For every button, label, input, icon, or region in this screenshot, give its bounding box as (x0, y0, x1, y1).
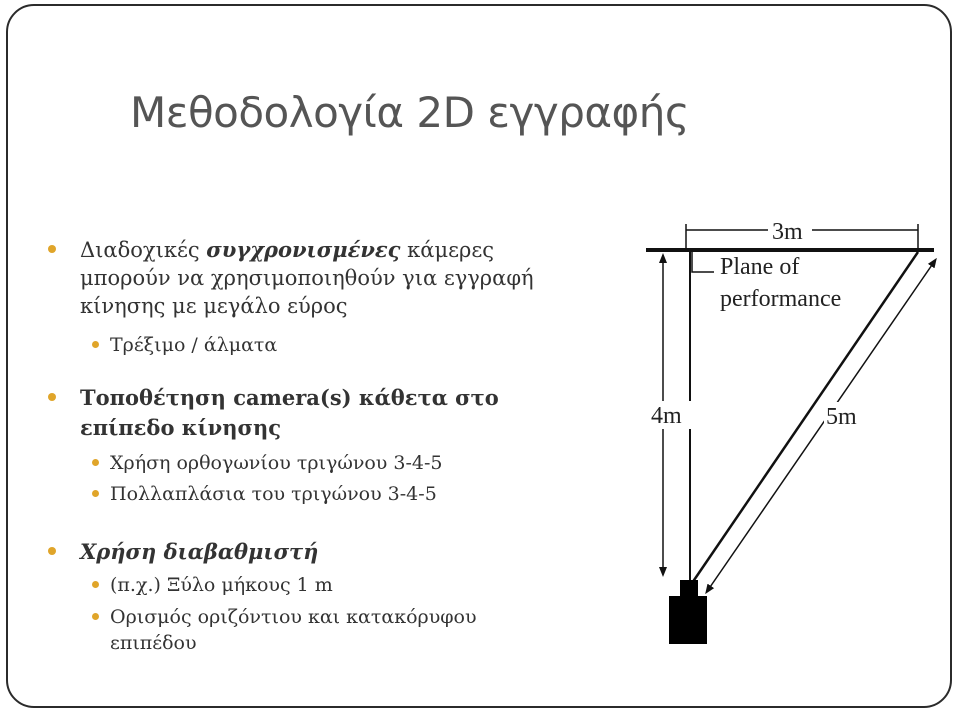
bullet-3-line-1: Χρήση διαβαθμιστή (80, 539, 319, 564)
bullet-1-line-2: μπορούν να χρησιμοποιηθούν για εγγραφή (80, 266, 534, 290)
bullet-3-sub-2-text-cont: επιπέδου (110, 632, 197, 654)
right-angle-marker (692, 250, 714, 272)
slide (6, 4, 952, 708)
label-5m: 5m (826, 404, 857, 430)
bullet-1-text-pre: Διαδοχικές (80, 238, 207, 262)
bullet-3-sub-2-text: Ορισμός οριζόντιου και κατακόρυφου (110, 606, 477, 628)
bullet-2-sub-1-text: Χρήση ορθογωνίου τριγώνου 3-4-5 (110, 452, 443, 474)
bullet-2-sub-2-text: Πολλαπλάσια του τριγώνου 3-4-5 (110, 483, 437, 505)
bullet-1-line-3: κίνησης με μεγάλο εύρος (80, 294, 348, 318)
bullet-2-line-1: Τοποθέτηση camera(s) κάθετα στο (80, 385, 499, 410)
camera-icon (669, 580, 707, 644)
bullet-1-text-post: κάμερες (400, 238, 494, 262)
bullet-1-text-bold: συγχρονισμένες (206, 237, 401, 262)
label-plane-line-2: performance (720, 286, 842, 312)
label-3m: 3m (772, 219, 803, 245)
label-plane-line-1: Plane of (720, 254, 800, 280)
camera-setup-diagram (8, 6, 952, 708)
bullet-3-sub-1-text: (π.χ.) Ξύλο μήκους 1 m (110, 574, 333, 596)
bullet-2-line-2: επίπεδο κίνησης (80, 415, 282, 440)
bullet-1-sub-1-text: Τρέξιμο / άλματα (110, 334, 278, 356)
label-4m: 4m (651, 403, 682, 429)
slide-title: Μεθοδολογία 2D εγγραφής (130, 88, 690, 137)
